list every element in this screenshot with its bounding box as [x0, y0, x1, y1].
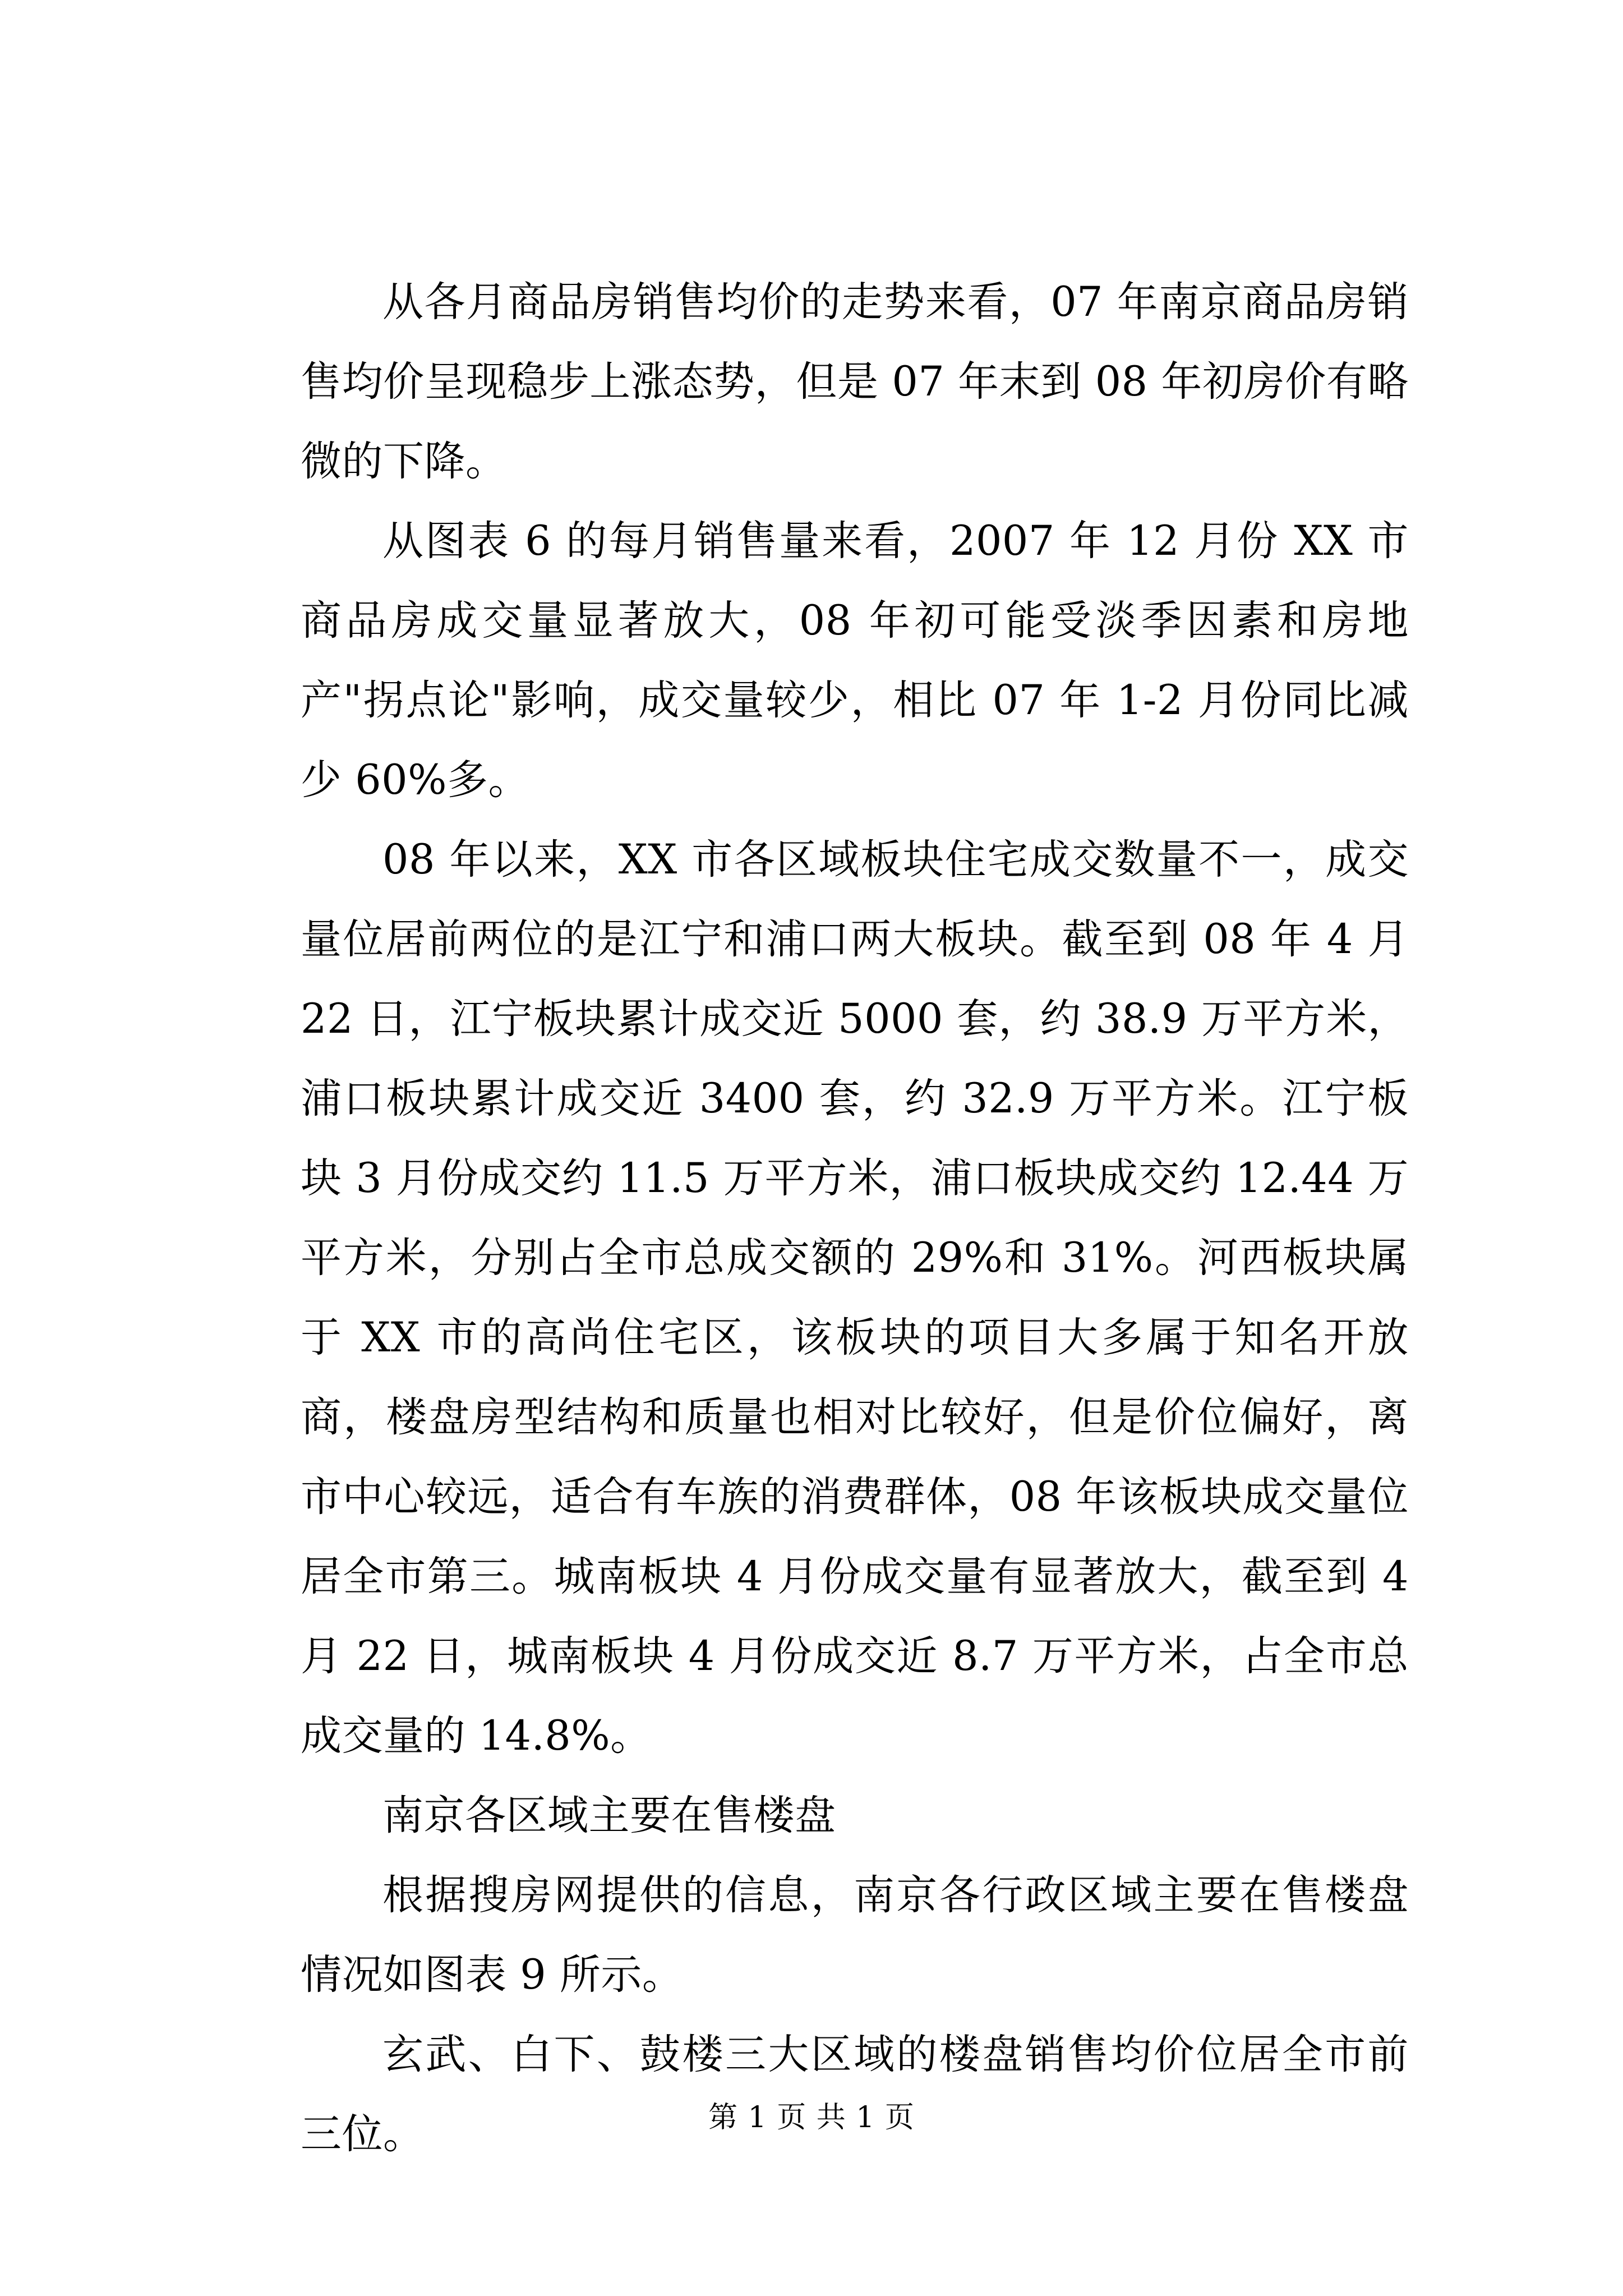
paragraph-top-districts: 玄武、白下、鼓楼三大区域的楼盘销售均价位居全市前三位。 — [301, 2031, 1409, 2158]
paragraph-regional-volume: 08 年以来，XX 市各区域板块住宅成交数量不一，成交量位居前两位的是江宁和浦口两大板块。截至到 08 年 4 月 22 日，江宁板块累计成交近 5000 套，约 38.9 万平方米，浦口板块累计成交近 3400 套，约 32.9 万平方米。江宁板块 3 月份成交约 11.5 万平方米，浦口板块成交约 12.44 万平方米，分别占全市总成交额的 29%和 31%。河西板块属于 XX 市的高尚住宅区，该板块的项目大多属于知名开放商，楼盘房型结构和质量也相对比较好，但是价位偏好，离市中心较远，适合有车族的消费群体，08 年该板块成交量位居全市第三。城南板块 4 月份成交量有显著放大，截至到 4 月 22 日，城南板块 4 月份成交近 8.7 万平方米，占全市总成交量的 14.8%。 — [301, 836, 1409, 1760]
document-body — [301, 263, 1409, 2174]
section-heading: 南京各区域主要在售楼盘 — [382, 1792, 836, 1839]
page-number-footer: 第 1 页 共 1 页 — [708, 2101, 915, 2134]
paragraph-source-info: 根据搜房网提供的信息，南京各行政区域主要在售楼盘情况如图表 9 所示。 — [301, 1871, 1409, 1999]
paragraph-monthly-sales: 从图表 6 的每月销售量来看，2007 年 12 月份 XX 市商品房成交量显著放大，08 年初可能受淡季因素和房地产"拐点论"影响，成交量较少，相比 07 年 1-2 月份同比减少 60%多。 — [301, 517, 1409, 804]
paragraph-price-trend: 从各月商品房销售均价的走势来看，07 年南京商品房销售均价呈现稳步上涨态势，但是 07 年末到 08 年初房价有略微的下降。 — [301, 278, 1409, 485]
